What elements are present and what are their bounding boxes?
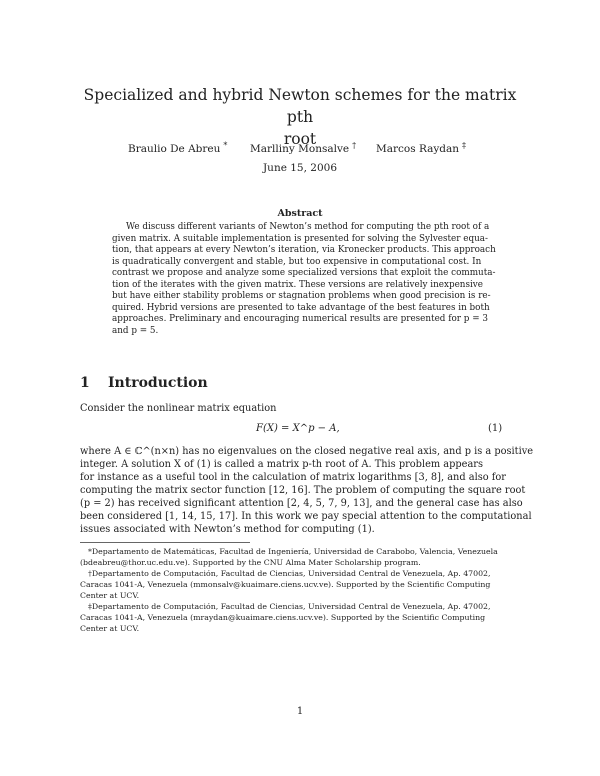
body-line: for instance as a useful tool in the calculation of matrix logarithms [3, 8], and also for (80, 472, 506, 483)
body-line: (p = 2) has received significant attention [2, 4, 5, 7, 9, 13], and the general case has also (80, 498, 523, 509)
paper-date: June 15, 2006 (262, 162, 338, 174)
abstract-line: quired. Hybrid versions are presented to take advantage of the best features in both (112, 302, 490, 313)
author-name: Marlliny Monsalve (250, 143, 350, 155)
author-name: Braulio De Abreu (128, 143, 221, 155)
abstract-line: but have either stability problems or stagnation problems when good precision is re- (112, 291, 491, 301)
abstract-line: tion of the iterates with the given matrix. These versions are relatively inexpensive (112, 279, 483, 290)
body-line: been considered [1, 14, 15, 17]. In this work we pay special attention to the computational (80, 511, 532, 522)
abstract-line: approaches. Preliminary and encouraging numerical results are presented for p = 3 (112, 314, 488, 324)
abstract-line: is quadratically convergent and stable, but too expensive in computational cost. In (112, 256, 482, 267)
body-line: issues associated with Newton’s method for computing (1). (80, 524, 375, 535)
section-number: 1 (80, 375, 90, 391)
page-number: 1 (296, 706, 304, 717)
section-title: Introduction (108, 375, 208, 391)
abstract-heading: Abstract (277, 208, 323, 219)
body-line: integer. A solution X of (1) is called a matrix p-th root of A. This problem appears (80, 459, 484, 470)
footnote-line: (bdeabreu@thor.uc.edu.ve). Supported by the CNU Alma Mater Scholarship program. (80, 558, 421, 567)
footnote-line: Caracas 1041-A, Venezuela (mmonsalv@kuaimare.ciens.ucv.ve). Supported by the Scientific Computing (80, 580, 491, 589)
section-heading (80, 375, 208, 391)
abstract-line: and p = 5. (112, 325, 159, 336)
body-line: where A ∈ ℂ^(n×n) has no eigenvalues on the closed negative real axis, and p is a positive (80, 446, 534, 457)
equation-label: (1) (488, 423, 503, 434)
footnote-line: Caracas 1041-A, Venezuela (mraydan@kuaimare.ciens.ucv.ve). Supported by the Scientific Computing (80, 613, 486, 622)
footnote-line: Center at UCV. (80, 624, 140, 633)
footnote-line: ‡Departamento de Computación, Facultad de Ciencias, Universidad Central de Venezuela, Ap. 47002, (88, 602, 491, 611)
author-mark: ‡ (462, 141, 467, 150)
title-line-1: Specialized and hybrid Newton schemes for the matrix pth (83, 86, 517, 126)
intro-line: Consider the nonlinear matrix equation (80, 403, 277, 414)
footnote-line: *Departamento de Matemáticas, Facultad de Ingeniería, Universidad de Carabobo, Valencia, Venezuela (88, 547, 498, 556)
author-mark: * (223, 141, 228, 150)
title-line-2: root (283, 130, 317, 148)
abstract-line: given matrix. A suitable implementation is presented for solving the Sylvester equa- (112, 233, 488, 244)
abstract-line: contrast we propose and analyze some specialized versions that exploit the commuta- (112, 268, 496, 278)
equation: F(X) = X^p − A, (256, 423, 340, 434)
author-3 (376, 139, 466, 156)
author-2 (250, 139, 356, 156)
author-name: Marcos Raydan (376, 143, 460, 155)
author-mark: † (352, 141, 357, 150)
abstract-line: We discuss different variants of Newton’s method for computing the pth root of a (126, 222, 490, 232)
footnote-rule (80, 542, 250, 543)
footnote-line: Center at UCV. (80, 591, 140, 600)
abstract-line: tion, that appears at every Newton’s iteration, via Kronecker products. This approach (112, 245, 496, 255)
body-line: computing the matrix sector function [12, 16]. The problem of computing the square root (80, 485, 526, 496)
footnote-line: †Departamento de Computación, Facultad de Ciencias, Universidad Central de Venezuela, Ap. 47002, (88, 569, 491, 578)
author-1 (128, 139, 227, 156)
